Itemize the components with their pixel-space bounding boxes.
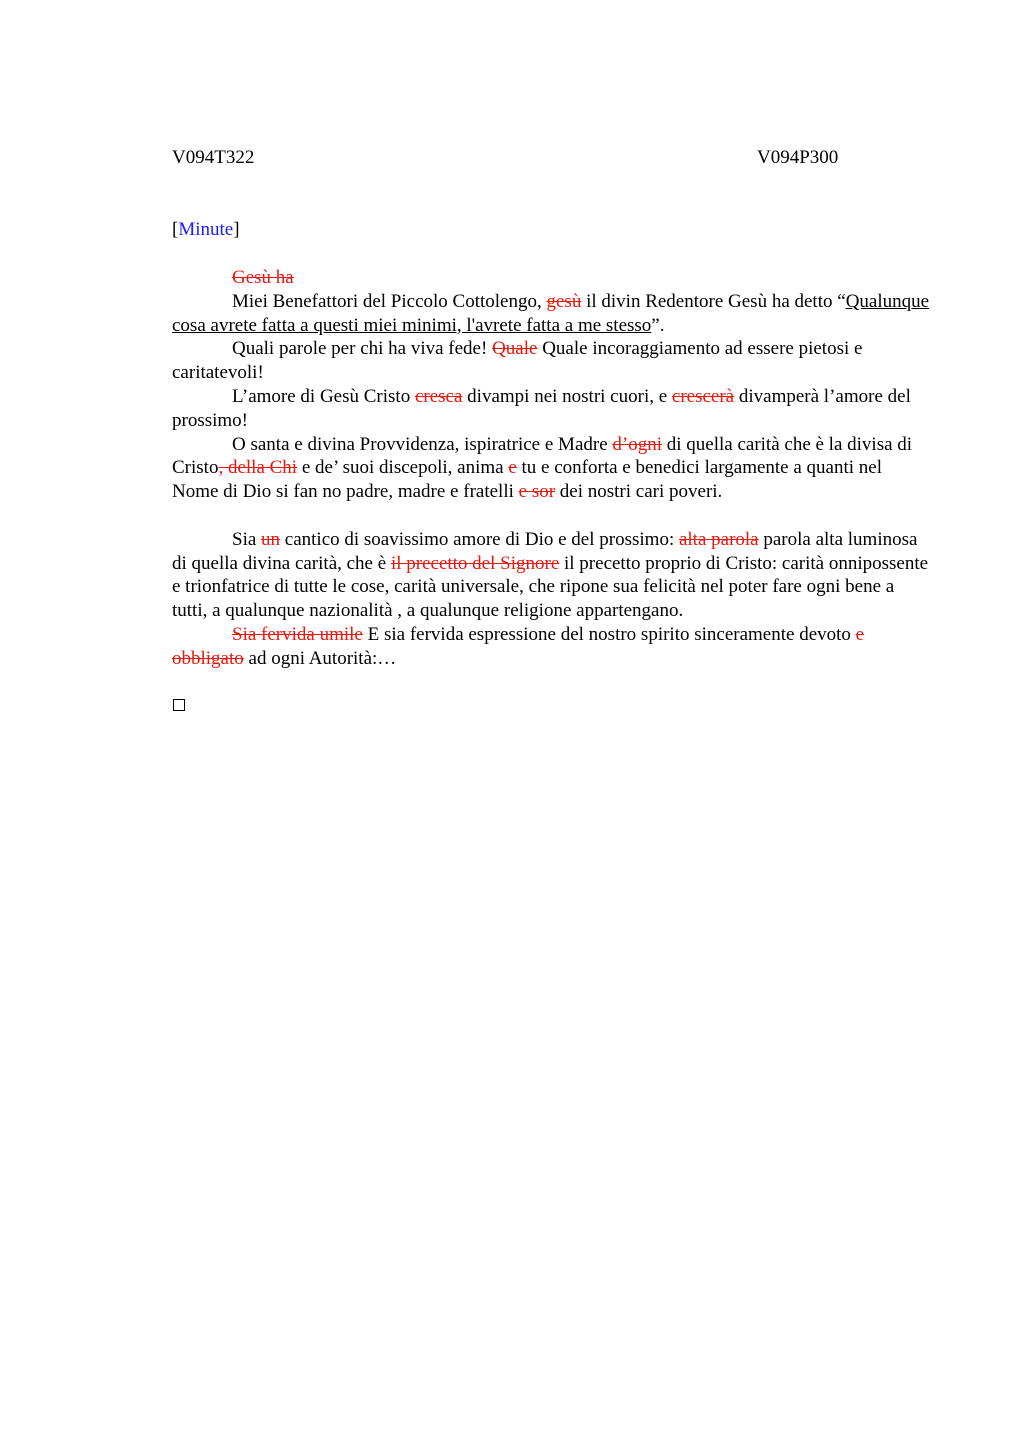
deleted-text: cresca: [414, 385, 463, 407]
end-marker: [172, 693, 185, 718]
paragraph-4: [172, 433, 932, 504]
text-run: di quella carità che è la divisa di Cristo: [172, 433, 913, 479]
text-run: L’amore di Gesù Cristo: [232, 385, 415, 407]
text-run: il precetto proprio di Cristo: carità onnipossente e trionfatrice di tutte le cose, carità universale, che ripone sua felicità nel poter fare ogni bene a tutti, a qualunque nazionalità , a qualunque religione appartengano.: [172, 552, 929, 622]
text-run: divamperà l’amore del prossimo!: [172, 385, 911, 431]
text-run: ”.: [651, 314, 665, 336]
text-run: Sia: [232, 528, 262, 550]
text-code: V094T322: [172, 147, 255, 168]
text-run: e de’ suoi discepoli, anima: [297, 457, 509, 479]
deleted-text: alta parola: [678, 528, 759, 550]
paragraph-2: [172, 337, 932, 385]
deleted-text: , della Chi: [218, 457, 298, 479]
page-code: V094P300: [757, 147, 839, 168]
text-run: cantico di soavissimo amore di Dio e del prossimo:: [280, 528, 679, 550]
deleted-text: d’ogni: [612, 433, 662, 455]
bracket-open: [: [172, 219, 179, 240]
text-run: parola alta luminosa di quella divina carità, che è: [172, 528, 918, 574]
minute-link[interactable]: Minute: [178, 219, 234, 240]
paragraph-3: [172, 385, 932, 433]
deleted-text: un: [261, 528, 281, 550]
deleted-text: Quale: [492, 338, 538, 360]
deleted-text: gesù: [546, 290, 582, 312]
text-run: tu e conforta e benedici largamente a quanti nel Nome di Dio si fan no padre, madre e fratelli: [172, 457, 883, 503]
section-label: [172, 218, 240, 242]
deleted-text: e obbligato: [172, 623, 865, 669]
text-run: Quali parole per chi ha viva fede!: [232, 338, 493, 360]
document-body: [172, 266, 932, 671]
document-header: [172, 146, 852, 172]
text-run: O santa e divina Provvidenza, ispiratrice e Madre: [232, 433, 613, 455]
deleted-text: Sia fervida umile: [232, 623, 363, 645]
paragraph-5: [172, 528, 932, 623]
text-run: ad ogni Autorità:…: [243, 647, 397, 669]
deleted-text: Gesù ha: [232, 267, 294, 288]
deleted-text: e sor: [518, 481, 556, 503]
bracket-close: ]: [233, 219, 240, 240]
underlined-quote: Qualunque cosa avrete fatta a questi miei minimi, l'avrete fatta a me stesso: [172, 290, 930, 336]
text-run: il divin Redentore Gesù ha detto “: [581, 290, 846, 312]
text-run: dei nostri cari poveri.: [555, 481, 723, 503]
deleted-text: il precetto del Signore: [390, 552, 560, 574]
text-run: Miei Benefattori del Piccolo Cottolengo,: [232, 290, 547, 312]
paragraph-6: [172, 623, 932, 671]
text-run: E sia fervida espressione del nostro spirito sinceramente devoto: [362, 623, 856, 645]
deleted-text: crescerà: [671, 385, 735, 407]
paragraph-deleted-heading: [172, 266, 932, 290]
paragraph-1: [172, 290, 932, 338]
text-run: Quale incoraggiamento ad essere pietosi e caritatevoli!: [172, 338, 863, 384]
deleted-text: e: [508, 457, 517, 479]
text-run: divampi nei nostri cuori, e: [462, 385, 672, 407]
checkbox-square-icon: [173, 699, 185, 711]
